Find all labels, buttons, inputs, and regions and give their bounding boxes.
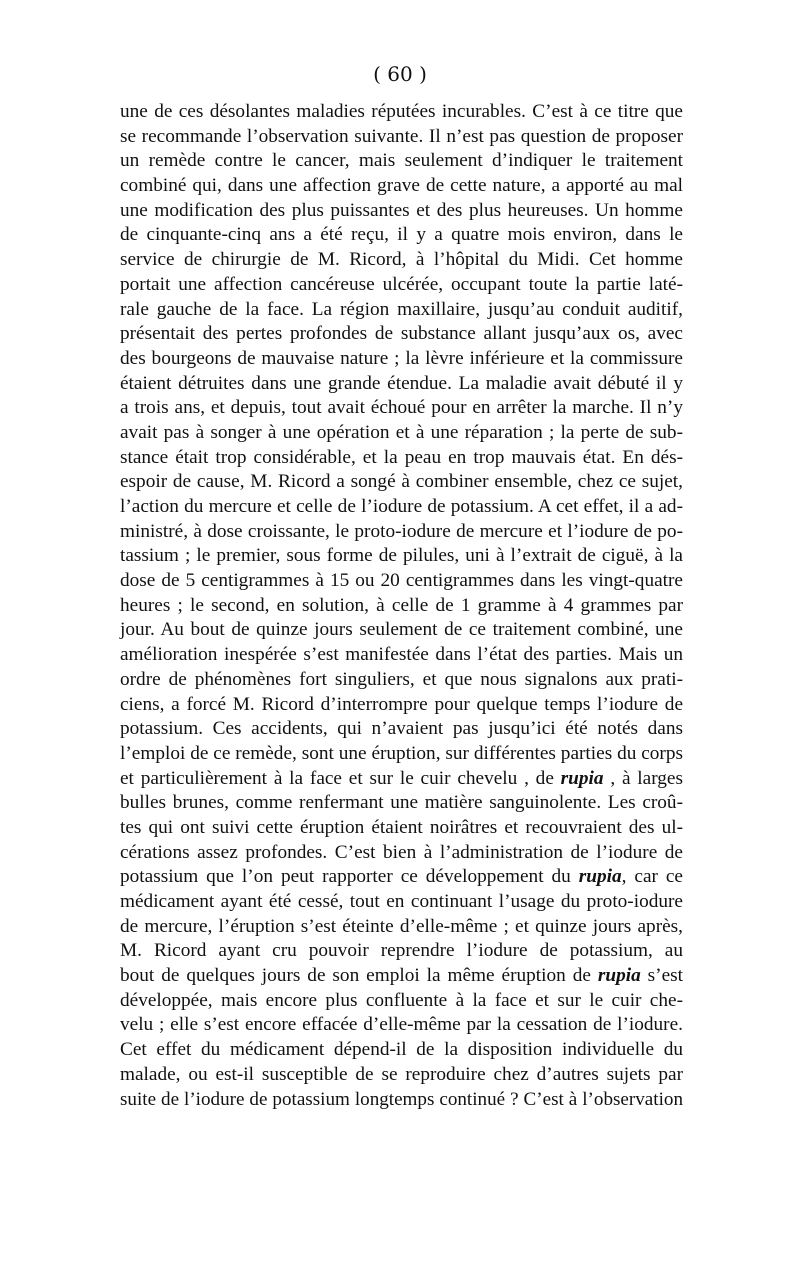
text-line: heures ; le second, en solution, à celle de 1 gramme à 4 grammes par	[120, 594, 683, 616]
text-line: de cinquante-cinq ans a été reçu, il y a quatre mois environ, dans le	[120, 224, 683, 246]
text-line: jour. Au bout de quinze jours seulement de ce traitement combiné, une	[120, 619, 683, 641]
text-line: potassium. Ces accidents, qui n’avaient pas jusqu’ici été notés dans	[120, 718, 683, 740]
text-line: ordre de phénomènes fort singuliers, et que nous signalons aux prati-	[120, 668, 683, 690]
text-line: une de ces désolantes maladies réputées incurables. C’est à ce titre que	[120, 101, 683, 122]
text-line: tassium ; le premier, sous forme de pilules, uni à l’extrait de ciguë, à la	[120, 545, 683, 567]
text-line: Cet effet du médicament dépend-il de la disposition individuelle du	[120, 1039, 683, 1061]
text-line: et particulièrement à la face et sur le cuir chevelu , de rupia , à larges	[120, 767, 683, 789]
text-line: avait pas à songer à une opération et à une réparation ; la perte de sub-	[120, 421, 683, 443]
text-line: l’action du mercure et celle de l’iodure de potassium. A cet effet, il a ad-	[120, 496, 683, 517]
text-line: amélioration inespérée s’est manifestée dans l’état des parties. Mais un	[120, 644, 683, 666]
text-line: tes qui ont suivi cette éruption étaient noirâtres et recouvraient des ul-	[120, 816, 683, 838]
text-line: médicament ayant été cessé, tout en continuant l’usage du proto-iodure	[120, 891, 683, 912]
page-number: ( 60 )	[373, 62, 427, 86]
text-line: velu ; elle s’est encore effacée d’elle-même par la cessation de l’iodure.	[120, 1014, 683, 1036]
text-line: un remède contre le cancer, mais seulement d’indiquer le traitement	[120, 150, 683, 172]
text-line: stance était trop considérable, et la peau en trop mauvais état. En dés-	[120, 446, 683, 468]
text-line: bulles brunes, comme renfermant une matière sanguinolente. Les croû-	[120, 792, 683, 814]
text-line: espoir de cause, M. Ricord a songé à combiner ensemble, chez ce sujet,	[120, 471, 683, 493]
text-line: M. Ricord ayant cru pouvoir reprendre l’iodure de potassium, au	[120, 940, 683, 962]
text-line: présentait des pertes profondes de substance allant jusqu’aux os, avec	[120, 323, 683, 345]
text-line: des bourgeons de mauvaise nature ; la lèvre inférieure et la commissure	[120, 347, 683, 369]
text-line: développée, mais encore plus confluente à la face et sur le cuir che-	[120, 989, 683, 1011]
text-line: potassium que l’on peut rapporter ce développement du rupia, car ce	[120, 866, 683, 888]
text-line: service de chirurgie de M. Ricord, à l’hôpital du Midi. Cet homme	[120, 249, 683, 271]
text-line: l’emploi de ce remède, sont une éruption, sur différentes parties du corps	[120, 742, 683, 764]
text-line: bout de quelques jours de son emploi la même éruption de rupia s’est	[120, 965, 683, 987]
text-line: une modification des plus puissantes et des plus heureuses. Un homme	[120, 199, 683, 221]
text-line: de mercure, l’éruption s’est éteinte d’elle-même ; et quinze jours après,	[120, 915, 683, 937]
text-line: dose de 5 centigrammes à 15 ou 20 centigrammes dans les vingt-quatre	[120, 570, 683, 592]
text-line: étaient détruites dans une grande étendue. La maladie avait débuté il y	[120, 372, 683, 394]
text-line: ministré, à dose croissante, le proto-iodure de mercure et l’iodure de po-	[120, 520, 683, 542]
text-line: a trois ans, et depuis, tout avait échoué pour en arrêter la marche. Il n’y	[120, 397, 683, 419]
body-text	[120, 100, 683, 1112]
text-line: portait une affection cancéreuse ulcérée, occupant toute la partie laté-	[120, 273, 683, 295]
text-line: se recommande l’observation suivante. Il n’est pas question de proposer	[120, 125, 683, 147]
text-line: suite de l’iodure de potassium longtemps continué ? C’est à l’observation	[120, 1088, 683, 1110]
text-line: rale gauche de la face. La région maxillaire, jusqu’au conduit auditif,	[120, 298, 683, 320]
text-line: cérations assez profondes. C’est bien à l’administration de l’iodure de	[120, 841, 683, 863]
text-line: ciens, a forcé M. Ricord d’interrompre pour quelque temps l’iodure de	[120, 693, 683, 715]
text-line: malade, ou est-il susceptible de se reproduire chez d’autres sujets par	[120, 1063, 683, 1085]
text-line: combiné qui, dans une affection grave de cette nature, a apporté au mal	[120, 175, 683, 197]
